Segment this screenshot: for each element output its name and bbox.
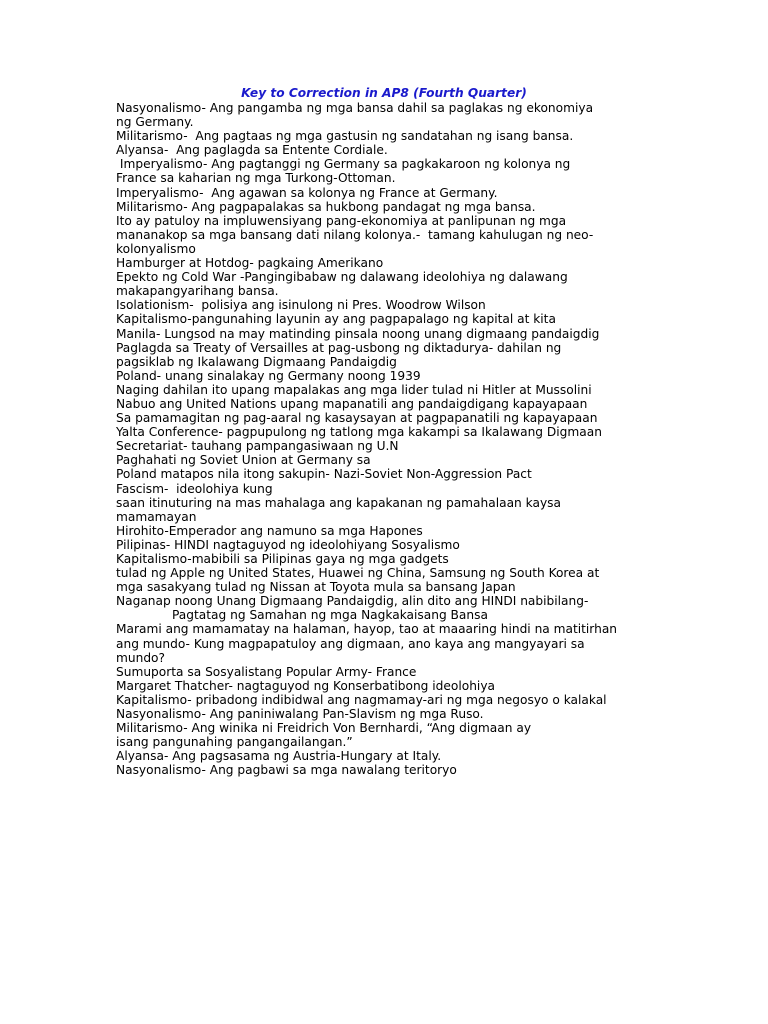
- text-line: Ito ay patuloy na impluwensiyang pang-ekonomiya at panlipunan ng mga: [116, 213, 567, 228]
- text-line: makapangyarihang bansa.: [116, 284, 279, 299]
- text-line: Marami ang mamamatay na halaman, hayop, tao at maaaring hindi na matitirhan: [116, 622, 618, 637]
- text-line: mananakop sa mga bansang dati nilang kolonya.- tamang kahulugan ng neo-: [116, 227, 594, 242]
- text-line: Sumuporta sa Sosyalistang Popular Army- France: [116, 664, 417, 679]
- text-line: Nabuo ang United Nations upang mapanatili ang pandaigdigang kapayapaan: [116, 396, 588, 411]
- text-line: mamamayan: [116, 509, 197, 524]
- text-line: Poland matapos nila itong sakupin- Nazi-Soviet Non-Aggression Pact: [116, 467, 532, 482]
- text-line: isang pangunahing pangangailangan.”: [116, 735, 353, 750]
- text-line: Militarismo- Ang winika ni Freidrich Von Bernhardi, “Ang digmaan ay: [116, 721, 532, 736]
- text-line: Naganap noong Unang Digmaang Pandaigdig, alin dito ang HINDI nabibilang-: [116, 594, 589, 609]
- text-line: ng Germany.: [116, 115, 194, 130]
- text-line: Nasyonalismo- Ang paniniwalang Pan-Slavism ng mga Ruso.: [116, 707, 484, 722]
- text-line: pagsiklab ng Ikalawang Digmaang Pandaigdig: [116, 354, 397, 369]
- text-line: Kapitalismo-pangunahing layunin ay ang pagpapalago ng kapital at kita: [116, 312, 556, 327]
- text-line: mundo?: [116, 650, 165, 665]
- text-line: Nasyonalismo- Ang pagbawi sa mga nawalang teritoryo: [116, 763, 457, 778]
- text-line: Margaret Thatcher- nagtaguyod ng Konserbatibong ideolohiya: [116, 678, 496, 693]
- document-title: Key to Correction in AP8 (Fourth Quarter): [241, 86, 527, 100]
- text-line-indented: Pagtatag ng Samahan ng mga Nagkakaisang Bansa: [172, 608, 488, 623]
- text-line: Paglagda sa Treaty of Versailles at pag-usbong ng diktadurya- dahilan ng: [116, 340, 562, 355]
- text-line: tulad ng Apple ng United States, Huawei ng China, Samsung ng South Korea at: [116, 566, 600, 581]
- text-line: Nasyonalismo- Ang pangamba ng mga bansa dahil sa paglakas ng ekonomiya: [116, 101, 594, 115]
- text-line: Kapitalismo-mabibili sa Pilipinas gaya ng mga gadgets: [116, 552, 449, 566]
- document-body: [116, 85, 656, 778]
- text-line: Imperyalismo- Ang agawan sa kolonya ng France at Germany.: [116, 185, 498, 200]
- text-line: France sa kaharian ng mga Turkong-Ottoman.: [116, 171, 396, 186]
- text-line: Hirohito-Emperador ang namuno sa mga Hapones: [116, 523, 423, 538]
- text-line: Poland- unang sinalakay ng Germany noong 1939: [116, 368, 421, 383]
- text-line: Imperyalismo- Ang pagtanggi ng Germany sa pagkakaroon ng kolonya ng: [116, 157, 571, 172]
- text-line: Alyansa- Ang pagsasama ng Austria-Hungary at Italy.: [116, 749, 442, 764]
- text-line: Naging dahilan ito upang mapalakas ang mga lider tulad ni Hitler at Mussolini: [116, 382, 592, 397]
- text-line: Paghahati ng Soviet Union at Germany sa: [116, 453, 371, 468]
- text-line: Epekto ng Cold War -Pangingibabaw ng dalawang ideolohiya ng dalawang: [116, 270, 568, 285]
- text-line: Militarismo- Ang pagtaas ng mga gastusin ng sandatahan ng isang bansa.: [116, 129, 574, 144]
- text-line: Pilipinas- HINDI nagtaguyod ng ideolohiyang Sosyalismo: [116, 537, 460, 552]
- text-line: ang mundo- Kung magpapatuloy ang digmaan, ano kaya ang mangyayari sa: [116, 636, 585, 651]
- text-line: mga sasakyang tulad ng Nissan at Toyota mula sa bansang Japan: [116, 580, 516, 595]
- text-line: Sa pamamagitan ng pag-aaral ng kasaysayan at pagpapanatili ng kapayapaan: [116, 411, 598, 426]
- text-line: Alyansa- Ang paglagda sa Entente Cordiale.: [116, 143, 388, 158]
- text-line: kolonyalismo: [116, 241, 196, 256]
- text-line: saan itinuturing na mas mahalaga ang kapakanan ng pamahalaan kaysa: [116, 495, 561, 510]
- text-line: Secretariat- tauhang pampangasiwaan ng U.N: [116, 439, 399, 454]
- text-line: Isolationism- polisiya ang isinulong ni Pres. Woodrow Wilson: [116, 298, 486, 313]
- text-line: Militarismo- Ang pagpapalakas sa hukbong pandagat ng mga bansa.: [116, 199, 536, 214]
- text-line: Yalta Conference- pagpupulong ng tatlong mga kakampi sa Ikalawang Digmaan: [116, 425, 602, 440]
- text-line: Hamburger at Hotdog- pagkaing Amerikano: [116, 256, 384, 271]
- text-line: Kapitalismo- pribadong indibidwal ang nagmamay-ari ng mga negosyo o kalakal: [116, 692, 607, 707]
- text-line: Manila- Lungsod na may matinding pinsala noong unang digmaang pandaigdig: [116, 326, 600, 341]
- text-line: Fascism- ideolohiya kung: [116, 481, 273, 496]
